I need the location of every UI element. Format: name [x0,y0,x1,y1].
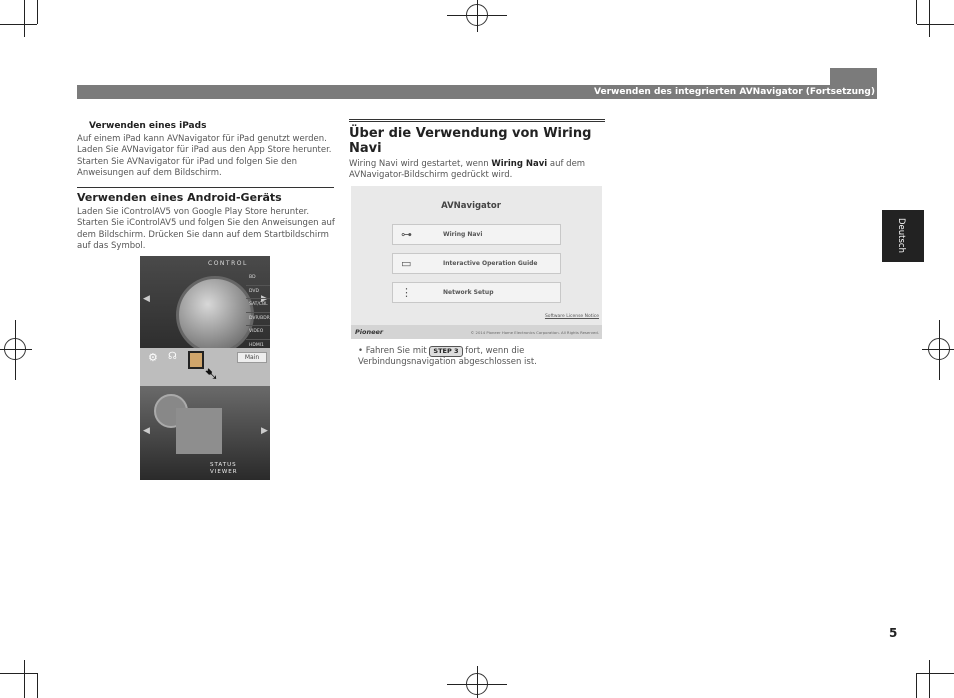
registration-line [15,320,16,380]
source-item[interactable]: HDMI1 [246,340,270,354]
headphones-icon[interactable]: ☊ [168,351,177,362]
crop-mark [0,673,37,674]
language-tab [882,210,924,262]
button-label: Network Setup [443,289,494,296]
step-badge: STEP 3 [429,346,462,357]
android-heading: Verwenden eines Android-Geräts [77,187,334,204]
header-bar [77,85,877,99]
crop-mark [917,673,954,674]
control-label: CONTROL [208,260,248,267]
arrow-right-icon[interactable]: ▶ [261,426,268,436]
phone-toolbar [140,348,270,386]
avnavigator-title: AVNavigator [441,201,501,211]
crop-mark [37,0,38,24]
source-item[interactable]: DVD [246,286,270,300]
source-item[interactable]: VIDEO [246,326,270,340]
copyright: © 2014 Pioneer Home Electronics Corporation. All Rights Reserved. [470,330,599,335]
registration-line [477,0,478,32]
arrow-left-icon[interactable]: ◀ [143,294,150,304]
room-graphic [176,408,222,454]
page-number: 5 [889,626,898,640]
intro-bold: Wiring Navi [491,159,548,169]
registration-line [922,349,954,350]
bullet-note: • Fahren Sie mit STEP 3 fort, wenn die Verbindungsnavigation abgeschlossen ist. [358,346,537,368]
arrow-left-icon[interactable]: ◀ [143,426,150,436]
crop-mark [0,24,37,25]
arrow-right-icon[interactable]: ▶ [261,294,268,304]
main-zone-button[interactable]: Main [237,352,267,363]
pioneer-logo: Pioneer [355,328,384,336]
avnavigator-screenshot [351,186,602,339]
registration-line [477,666,478,698]
crop-mark [929,660,930,698]
crop-mark [916,0,917,24]
network-setup-button[interactable] [392,282,561,303]
status-viewer-label: STATUS VIEWER [210,462,238,475]
source-item[interactable]: DVR/BDR [246,313,270,327]
network-icon: ⋮ [401,286,412,299]
source-list [246,272,270,353]
button-label: Interactive Operation Guide [443,260,538,267]
language-label: Deutsch [896,218,906,253]
ipad-paragraph: Auf einem iPad kann AVNavigator für iPad genutzt werden. Laden Sie AVNavigator für iPad aus den App Store herunter. Starten Sie AVNavigator für iPad und folgen Sie den Anweisungen auf dem Bildschirm. [77,134,332,179]
phone-screenshot [140,256,270,480]
cable-icon: ⊶ [401,228,412,241]
registration-line [0,349,32,350]
header-tab [830,68,877,85]
interactive-operation-guide-button[interactable] [392,253,561,274]
source-item[interactable]: SAT/CBL [246,299,270,313]
phone-control-panel [140,256,270,348]
volume-knob[interactable] [176,276,254,354]
button-label: Wiring Navi [443,231,483,238]
pointer-cursor-icon: ➷ [204,364,220,385]
license-link[interactable]: Software License Notice [544,314,599,319]
crop-mark [916,673,917,698]
gear-icon[interactable]: ⚙ [148,351,158,364]
source-item[interactable]: BD [246,272,270,286]
android-paragraph: Laden Sie iControlAV5 von Google Play Store herunter. Starten Sie iControlAV5 und folgen Sie den Anweisungen auf dem Bildschirm. Drücken Sie dann auf dem Startbildschirm auf das Symbol. [77,207,335,252]
wiring-navi-heading: Über die Verwendung von Wiring Navi [349,119,605,156]
crop-mark [24,0,25,37]
wiring-navi-button[interactable] [392,224,561,245]
ipad-heading: Verwenden eines iPads [89,121,207,131]
registration-line [939,320,940,380]
crop-mark [24,660,25,698]
crop-mark [37,673,38,698]
wiring-navi-paragraph [349,159,609,182]
phone-status-viewer [140,386,270,480]
avnavigator-app-icon[interactable] [188,351,204,369]
crop-mark [929,0,930,37]
bullet-text-end: fort, wenn die Verbindungsnavigation abgeschlossen ist. [358,346,537,368]
crop-mark [917,24,954,25]
avnavigator-footer [351,325,602,339]
intro-text-end: auf dem AVNavigator-Bildschirm gedrückt wird. [349,159,586,181]
receiver-icon: ▭ [401,257,412,270]
bullet-text: Fahren Sie mit [365,346,430,356]
intro-text: Wiring Navi wird gestartet, wenn [349,159,492,169]
header-title: Verwenden des integrierten AVNavigator (Fortsetzung) [594,87,875,97]
